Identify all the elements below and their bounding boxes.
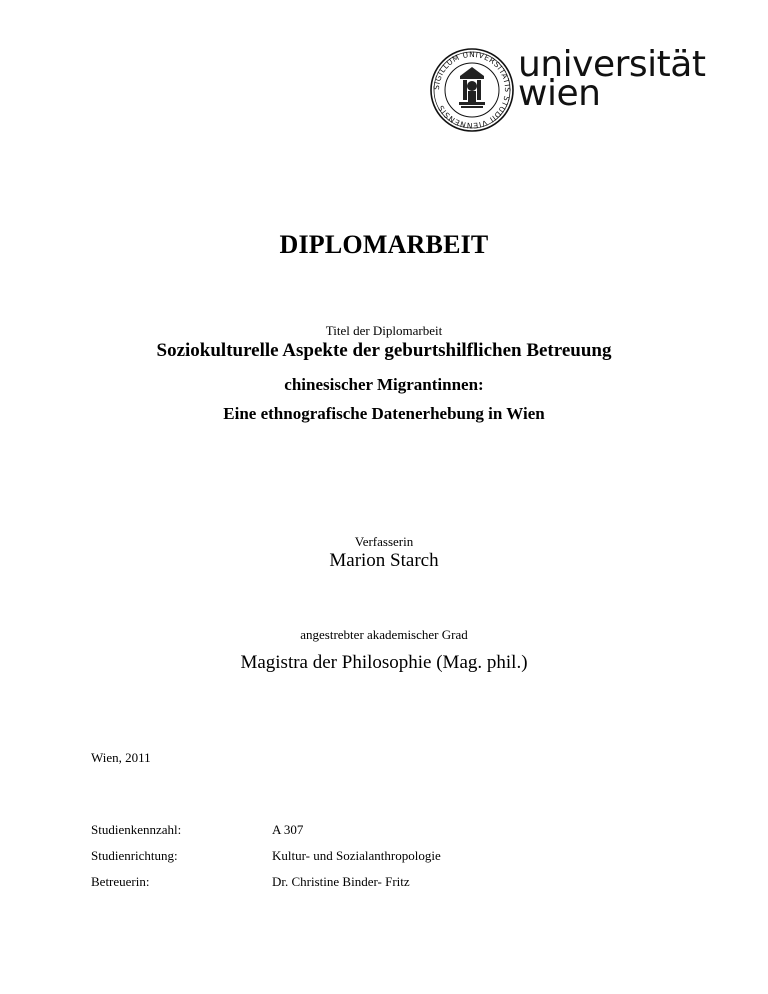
detail-value: Kultur- und Sozialanthropologie bbox=[272, 848, 441, 863]
degree-label: angestrebter akademischer Grad bbox=[300, 627, 468, 642]
detail-label: Betreuerin: bbox=[91, 874, 150, 889]
thesis-title-line-3: Eine ethnografische Datenerhebung in Wien bbox=[223, 404, 545, 423]
title-label: Titel der Diplomarbeit bbox=[325, 323, 443, 338]
author-label: Verfasserin bbox=[354, 534, 414, 549]
thesis-title-line-2: chinesischer Migrantinnen: bbox=[284, 375, 484, 394]
wordmark-line-1: universität bbox=[518, 44, 706, 85]
detail-label: Studienkennzahl: bbox=[91, 822, 182, 837]
degree-name: Magistra der Philosophie (Mag. phil.) bbox=[240, 652, 528, 673]
document-type: DIPLOMARBEIT bbox=[279, 230, 489, 259]
wordmark-line-2: wien bbox=[518, 73, 601, 114]
place-date: Wien, 2011 bbox=[91, 750, 151, 765]
university-seal-icon bbox=[430, 48, 514, 132]
detail-value: A 307 bbox=[272, 822, 304, 837]
university-wordmark bbox=[518, 44, 706, 114]
author-name: Marion Starch bbox=[329, 550, 439, 571]
thesis-title-line-1: Soziokulturelle Aspekte der geburtshilflichen Betreuung bbox=[156, 340, 612, 361]
svg-text:SIGILLUM UNIVERSITATIS STUDII: SIGILLUM UNIVERSITATIS STUDII VIENNENSIS bbox=[431, 49, 513, 131]
detail-value: Dr. Christine Binder- Fritz bbox=[272, 874, 410, 889]
university-logo bbox=[430, 44, 706, 132]
detail-label: Studienrichtung: bbox=[91, 848, 178, 863]
